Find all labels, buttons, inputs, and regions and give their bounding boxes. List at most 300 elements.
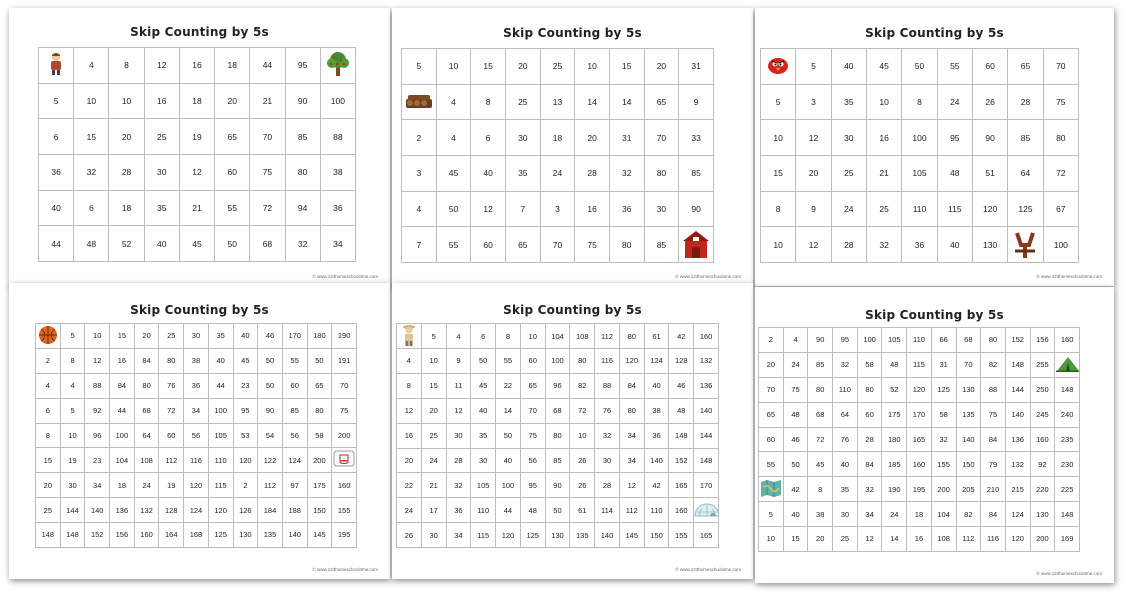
grid-number-cell[interactable]: 120 [972,191,1007,227]
grid-number-cell[interactable]: 80 [981,328,1006,353]
grid-number-cell[interactable]: 5 [761,84,796,120]
grid-number-cell[interactable]: 15 [74,119,109,155]
grid-number-cell[interactable]: 96 [545,373,570,398]
grid-number-cell[interactable]: 18 [109,190,144,226]
grid-number-cell[interactable]: 8 [36,423,61,448]
grid-number-cell[interactable]: 10 [761,120,796,156]
grid-number-cell[interactable]: 55 [937,49,972,85]
grid-number-cell[interactable]: 18 [215,48,250,84]
grid-number-cell[interactable]: 60 [282,373,307,398]
grid-number-cell[interactable]: 21 [866,155,901,191]
grid-number-cell[interactable]: 61 [644,324,669,349]
grid-number-cell[interactable]: 65 [520,373,545,398]
grid-number-cell[interactable]: 152 [669,448,694,473]
grid-number-cell[interactable]: 150 [644,523,669,548]
grid-number-cell[interactable]: 68 [808,402,833,427]
grid-number-cell[interactable]: 140 [956,427,981,452]
grid-number-cell[interactable]: 148 [1005,352,1030,377]
grid-number-cell[interactable]: 122 [258,448,283,473]
grid-number-cell[interactable]: 4 [60,373,85,398]
grid-number-cell[interactable]: 16 [575,191,610,227]
grid-number-cell[interactable]: 115 [937,191,972,227]
grid-number-cell[interactable]: 65 [759,402,784,427]
grid-number-cell[interactable]: 145 [619,523,644,548]
grid-number-cell[interactable]: 7 [505,191,540,227]
grid-number-cell[interactable]: 80 [857,377,882,402]
grid-number-cell[interactable]: 116 [184,448,209,473]
grid-number-cell[interactable]: 12 [857,527,882,552]
grid-number-cell[interactable]: 38 [320,154,355,190]
grid-number-cell[interactable]: 80 [570,349,595,374]
grid-number-cell[interactable]: 26 [570,448,595,473]
grid-number-cell[interactable]: 184 [258,498,283,523]
grid-number-cell[interactable]: 25 [833,527,858,552]
grid-number-cell[interactable]: 80 [307,398,332,423]
grid-number-cell[interactable]: 255 [1030,352,1055,377]
grid-number-cell[interactable]: 90 [258,398,283,423]
grid-number-cell[interactable]: 188 [282,498,307,523]
grid-number-cell[interactable]: 112 [159,448,184,473]
grid-number-cell[interactable]: 120 [907,377,932,402]
grid-number-cell[interactable]: 120 [208,498,233,523]
grid-number-cell[interactable]: 72 [250,190,285,226]
grid-number-cell[interactable]: 8 [60,348,85,373]
grid-number-cell[interactable]: 50 [783,452,808,477]
grid-number-cell[interactable]: 175 [882,402,907,427]
grid-number-cell[interactable]: 110 [471,498,496,523]
grid-number-cell[interactable]: 28 [595,473,620,498]
grid-number-cell[interactable]: 100 [110,423,135,448]
grid-number-cell[interactable]: 4 [446,324,471,349]
grid-number-cell[interactable]: 12 [796,120,831,156]
grid-number-cell[interactable]: 53 [233,423,258,448]
grid-number-cell[interactable]: 25 [144,119,179,155]
grid-number-cell[interactable]: 30 [144,154,179,190]
grid-number-cell[interactable]: 8 [761,191,796,227]
grid-number-cell[interactable]: 85 [808,352,833,377]
grid-number-cell[interactable]: 72 [808,427,833,452]
grid-number-cell[interactable]: 18 [907,502,932,527]
grid-number-cell[interactable]: 155 [332,498,357,523]
grid-number-cell[interactable]: 25 [159,324,184,349]
grid-number-cell[interactable]: 5 [796,49,831,85]
grid-number-cell[interactable]: 185 [882,452,907,477]
grid-number-cell[interactable]: 2 [233,473,258,498]
grid-number-cell[interactable]: 140 [282,523,307,548]
grid-number-cell[interactable]: 5 [60,398,85,423]
grid-number-cell[interactable]: 33 [679,120,714,156]
grid-number-cell[interactable]: 30 [505,120,540,156]
grid-number-cell[interactable]: 140 [85,498,110,523]
grid-number-cell[interactable]: 35 [144,190,179,226]
grid-number-cell[interactable]: 160 [1055,328,1080,353]
grid-number-cell[interactable]: 38 [808,502,833,527]
grid-number-cell[interactable]: 245 [1030,402,1055,427]
grid-number-cell[interactable]: 152 [85,523,110,548]
grid-number-cell[interactable]: 50 [471,349,496,374]
grid-number-cell[interactable]: 23 [233,373,258,398]
grid-number-cell[interactable]: 160 [1030,427,1055,452]
grid-number-cell[interactable]: 130 [1030,502,1055,527]
grid-number-cell[interactable]: 20 [36,473,61,498]
grid-number-cell[interactable]: 132 [694,349,719,374]
grid-number-cell[interactable]: 60 [972,49,1007,85]
grid-number-cell[interactable]: 26 [972,84,1007,120]
grid-number-cell[interactable]: 250 [1030,377,1055,402]
grid-number-cell[interactable]: 80 [285,154,320,190]
grid-number-cell[interactable]: 125 [208,523,233,548]
grid-number-cell[interactable]: 110 [902,191,937,227]
grid-number-cell[interactable]: 10 [85,324,110,349]
grid-number-cell[interactable]: 124 [1005,502,1030,527]
grid-number-cell[interactable]: 50 [258,373,283,398]
grid-number-cell[interactable]: 8 [471,84,506,120]
grid-number-cell[interactable]: 92 [85,398,110,423]
grid-number-cell[interactable]: 22 [496,373,521,398]
grid-number-cell[interactable]: 36 [902,227,937,263]
grid-number-cell[interactable]: 82 [956,502,981,527]
grid-number-cell[interactable]: 24 [882,502,907,527]
grid-number-cell[interactable]: 85 [282,398,307,423]
grid-number-cell[interactable]: 80 [619,398,644,423]
grid-number-cell[interactable]: 50 [436,191,471,227]
grid-number-cell[interactable]: 90 [285,83,320,119]
grid-number-cell[interactable]: 10 [74,83,109,119]
grid-number-cell[interactable]: 46 [669,373,694,398]
grid-number-cell[interactable]: 97 [282,473,307,498]
grid-number-cell[interactable]: 13 [540,84,575,120]
grid-number-cell[interactable]: 95 [285,48,320,84]
grid-number-cell[interactable]: 140 [595,523,620,548]
grid-number-cell[interactable]: 14 [882,527,907,552]
grid-number-cell[interactable]: 80 [134,373,159,398]
grid-number-cell[interactable]: 25 [421,423,446,448]
grid-number-cell[interactable]: 6 [74,190,109,226]
grid-number-cell[interactable]: 79 [981,452,1006,477]
grid-number-cell[interactable]: 65 [307,373,332,398]
grid-number-cell[interactable]: 85 [545,448,570,473]
grid-number-cell[interactable]: 8 [109,48,144,84]
grid-number-cell[interactable]: 190 [882,477,907,502]
grid-number-cell[interactable]: 84 [619,373,644,398]
grid-number-cell[interactable]: 200 [1030,527,1055,552]
grid-number-cell[interactable]: 21 [421,473,446,498]
grid-number-cell[interactable]: 44 [110,398,135,423]
grid-number-cell[interactable]: 136 [1005,427,1030,452]
grid-number-cell[interactable]: 126 [233,498,258,523]
grid-number-cell[interactable]: 28 [109,154,144,190]
grid-number-cell[interactable]: 18 [110,473,135,498]
grid-number-cell[interactable]: 104 [545,324,570,349]
grid-number-cell[interactable]: 90 [679,191,714,227]
grid-number-cell[interactable]: 128 [669,349,694,374]
grid-number-cell[interactable]: 140 [694,398,719,423]
grid-number-cell[interactable]: 190 [332,324,357,349]
grid-number-cell[interactable]: 85 [679,155,714,191]
grid-number-cell[interactable]: 195 [332,523,357,548]
grid-number-cell[interactable]: 95 [937,120,972,156]
grid-number-cell[interactable]: 40 [833,452,858,477]
grid-number-cell[interactable]: 32 [285,226,320,262]
grid-number-cell[interactable]: 20 [505,49,540,85]
grid-number-cell[interactable]: 58 [307,423,332,448]
grid-number-cell[interactable]: 30 [471,448,496,473]
grid-number-cell[interactable]: 45 [233,348,258,373]
grid-number-cell[interactable]: 9 [446,349,471,374]
grid-number-cell[interactable]: 8 [397,373,422,398]
grid-number-cell[interactable]: 155 [931,452,956,477]
grid-number-cell[interactable]: 40 [783,502,808,527]
grid-number-cell[interactable]: 85 [644,227,679,263]
grid-number-cell[interactable]: 5 [39,83,74,119]
grid-number-cell[interactable]: 144 [1005,377,1030,402]
grid-number-cell[interactable]: 200 [332,423,357,448]
grid-number-cell[interactable]: 34 [320,226,355,262]
grid-number-cell[interactable]: 90 [808,328,833,353]
grid-number-cell[interactable]: 170 [694,473,719,498]
grid-number-cell[interactable]: 24 [397,498,422,523]
grid-number-cell[interactable]: 115 [208,473,233,498]
grid-number-cell[interactable]: 70 [520,398,545,423]
grid-number-cell[interactable]: 15 [783,527,808,552]
grid-number-cell[interactable]: 16 [907,527,932,552]
grid-number-cell[interactable]: 15 [609,49,644,85]
grid-number-cell[interactable]: 31 [931,352,956,377]
grid-number-cell[interactable]: 70 [1043,49,1078,85]
grid-number-cell[interactable]: 3 [796,84,831,120]
grid-number-cell[interactable]: 130 [545,523,570,548]
grid-number-cell[interactable]: 25 [831,155,866,191]
grid-number-cell[interactable]: 32 [866,227,901,263]
grid-number-cell[interactable]: 52 [882,377,907,402]
grid-number-cell[interactable]: 110 [833,377,858,402]
grid-number-cell[interactable]: 124 [282,448,307,473]
grid-number-cell[interactable]: 34 [857,502,882,527]
grid-number-cell[interactable]: 148 [36,523,61,548]
grid-number-cell[interactable]: 4 [74,48,109,84]
grid-number-cell[interactable]: 144 [694,423,719,448]
grid-number-cell[interactable]: 15 [421,373,446,398]
grid-number-cell[interactable]: 215 [1005,477,1030,502]
grid-number-cell[interactable]: 30 [60,473,85,498]
grid-number-cell[interactable]: 44 [496,498,521,523]
grid-number-cell[interactable]: 180 [307,324,332,349]
grid-number-cell[interactable]: 75 [575,227,610,263]
grid-number-cell[interactable]: 31 [679,49,714,85]
grid-number-cell[interactable]: 5 [759,502,784,527]
grid-number-cell[interactable]: 12 [619,473,644,498]
grid-number-cell[interactable]: 195 [907,477,932,502]
grid-number-cell[interactable]: 76 [833,427,858,452]
grid-number-cell[interactable]: 19 [159,473,184,498]
grid-number-cell[interactable]: 25 [866,191,901,227]
grid-number-cell[interactable]: 21 [179,190,214,226]
grid-number-cell[interactable]: 20 [759,352,784,377]
grid-number-cell[interactable]: 54 [258,423,283,448]
grid-number-cell[interactable]: 200 [931,477,956,502]
grid-number-cell[interactable]: 70 [250,119,285,155]
grid-number-cell[interactable]: 168 [184,523,209,548]
grid-number-cell[interactable]: 95 [520,473,545,498]
grid-number-cell[interactable]: 26 [570,473,595,498]
grid-number-cell[interactable]: 18 [179,83,214,119]
grid-number-cell[interactable]: 76 [159,373,184,398]
grid-number-cell[interactable]: 3 [402,155,437,191]
grid-number-cell[interactable]: 12 [179,154,214,190]
grid-number-cell[interactable]: 44 [39,226,74,262]
grid-number-cell[interactable]: 36 [39,154,74,190]
grid-number-cell[interactable]: 36 [609,191,644,227]
grid-number-cell[interactable]: 17 [421,498,446,523]
grid-number-cell[interactable]: 28 [446,448,471,473]
grid-number-cell[interactable]: 10 [520,324,545,349]
grid-number-cell[interactable]: 70 [956,352,981,377]
grid-number-cell[interactable]: 51 [972,155,1007,191]
grid-number-cell[interactable]: 220 [1030,477,1055,502]
grid-number-cell[interactable]: 235 [1055,427,1080,452]
grid-number-cell[interactable]: 191 [332,348,357,373]
grid-number-cell[interactable]: 48 [520,498,545,523]
grid-number-cell[interactable]: 50 [545,498,570,523]
grid-number-cell[interactable]: 21 [250,83,285,119]
grid-number-cell[interactable]: 120 [619,349,644,374]
grid-number-cell[interactable]: 56 [520,448,545,473]
grid-number-cell[interactable]: 84 [981,502,1006,527]
grid-number-cell[interactable]: 112 [956,527,981,552]
grid-number-cell[interactable]: 30 [644,191,679,227]
grid-number-cell[interactable]: 110 [644,498,669,523]
grid-number-cell[interactable]: 20 [796,155,831,191]
grid-number-cell[interactable]: 88 [320,119,355,155]
grid-number-cell[interactable]: 20 [421,398,446,423]
grid-number-cell[interactable]: 230 [1055,452,1080,477]
grid-number-cell[interactable]: 22 [397,473,422,498]
grid-number-cell[interactable]: 116 [981,527,1006,552]
grid-number-cell[interactable]: 40 [144,226,179,262]
grid-number-cell[interactable]: 100 [857,328,882,353]
grid-number-cell[interactable]: 19 [179,119,214,155]
grid-number-cell[interactable]: 30 [595,448,620,473]
grid-number-cell[interactable]: 4 [402,191,437,227]
grid-number-cell[interactable]: 70 [644,120,679,156]
grid-number-cell[interactable]: 105 [208,423,233,448]
grid-number-cell[interactable]: 84 [981,427,1006,452]
grid-number-cell[interactable]: 3 [540,191,575,227]
grid-number-cell[interactable]: 32 [857,477,882,502]
grid-number-cell[interactable]: 125 [520,523,545,548]
grid-number-cell[interactable]: 50 [307,348,332,373]
grid-number-cell[interactable]: 112 [595,324,620,349]
grid-number-cell[interactable]: 35 [471,423,496,448]
grid-number-cell[interactable]: 135 [570,523,595,548]
grid-number-cell[interactable]: 14 [575,84,610,120]
grid-number-cell[interactable]: 120 [496,523,521,548]
grid-number-cell[interactable]: 42 [644,473,669,498]
grid-number-cell[interactable]: 16 [144,83,179,119]
grid-number-cell[interactable]: 4 [397,349,422,374]
grid-number-cell[interactable]: 12 [397,398,422,423]
grid-number-cell[interactable]: 32 [74,154,109,190]
grid-number-cell[interactable]: 35 [831,84,866,120]
grid-number-cell[interactable]: 65 [1008,49,1043,85]
grid-number-cell[interactable]: 80 [545,423,570,448]
grid-number-cell[interactable]: 34 [619,423,644,448]
grid-number-cell[interactable]: 10 [759,527,784,552]
grid-number-cell[interactable]: 68 [545,398,570,423]
grid-number-cell[interactable]: 88 [85,373,110,398]
grid-number-cell[interactable]: 46 [783,427,808,452]
grid-number-cell[interactable]: 24 [937,84,972,120]
grid-number-cell[interactable]: 175 [307,473,332,498]
grid-number-cell[interactable]: 20 [109,119,144,155]
grid-number-cell[interactable]: 65 [644,84,679,120]
grid-number-cell[interactable]: 70 [540,227,575,263]
grid-number-cell[interactable]: 135 [258,523,283,548]
grid-number-cell[interactable]: 42 [783,477,808,502]
grid-number-cell[interactable]: 60 [159,423,184,448]
grid-number-cell[interactable]: 120 [233,448,258,473]
grid-number-cell[interactable]: 24 [831,191,866,227]
grid-number-cell[interactable]: 36 [320,190,355,226]
grid-number-cell[interactable]: 124 [644,349,669,374]
grid-number-cell[interactable]: 40 [937,227,972,263]
grid-number-cell[interactable]: 76 [595,398,620,423]
grid-number-cell[interactable]: 60 [215,154,250,190]
grid-number-cell[interactable]: 40 [471,398,496,423]
grid-number-cell[interactable]: 10 [866,84,901,120]
grid-number-cell[interactable]: 82 [570,373,595,398]
grid-number-cell[interactable]: 25 [36,498,61,523]
grid-number-cell[interactable]: 148 [1055,377,1080,402]
grid-number-cell[interactable]: 4 [436,120,471,156]
grid-number-cell[interactable]: 9 [796,191,831,227]
grid-number-cell[interactable]: 84 [110,373,135,398]
grid-number-cell[interactable]: 6 [36,398,61,423]
grid-number-cell[interactable]: 148 [694,448,719,473]
grid-number-cell[interactable]: 148 [60,523,85,548]
grid-number-cell[interactable]: 58 [857,352,882,377]
grid-number-cell[interactable]: 67 [1043,191,1078,227]
grid-number-cell[interactable]: 100 [320,83,355,119]
grid-number-cell[interactable]: 40 [831,49,866,85]
grid-number-cell[interactable]: 6 [471,324,496,349]
grid-number-cell[interactable]: 95 [233,398,258,423]
grid-number-cell[interactable]: 112 [619,498,644,523]
grid-number-cell[interactable]: 15 [761,155,796,191]
grid-number-cell[interactable]: 32 [833,352,858,377]
grid-number-cell[interactable]: 52 [109,226,144,262]
grid-number-cell[interactable]: 24 [134,473,159,498]
grid-number-cell[interactable]: 30 [421,523,446,548]
grid-number-cell[interactable]: 80 [619,324,644,349]
grid-number-cell[interactable]: 40 [496,448,521,473]
grid-number-cell[interactable]: 55 [215,190,250,226]
grid-number-cell[interactable]: 68 [956,328,981,353]
grid-number-cell[interactable]: 20 [134,324,159,349]
grid-number-cell[interactable]: 112 [258,473,283,498]
grid-number-cell[interactable]: 72 [159,398,184,423]
grid-number-cell[interactable]: 136 [694,373,719,398]
grid-number-cell[interactable]: 50 [902,49,937,85]
grid-number-cell[interactable]: 60 [759,427,784,452]
grid-number-cell[interactable]: 92 [1030,452,1055,477]
grid-number-cell[interactable]: 12 [446,398,471,423]
grid-number-cell[interactable]: 152 [1005,328,1030,353]
grid-number-cell[interactable]: 4 [36,373,61,398]
grid-number-cell[interactable]: 130 [972,227,1007,263]
grid-number-cell[interactable]: 40 [471,155,506,191]
grid-number-cell[interactable]: 20 [644,49,679,85]
